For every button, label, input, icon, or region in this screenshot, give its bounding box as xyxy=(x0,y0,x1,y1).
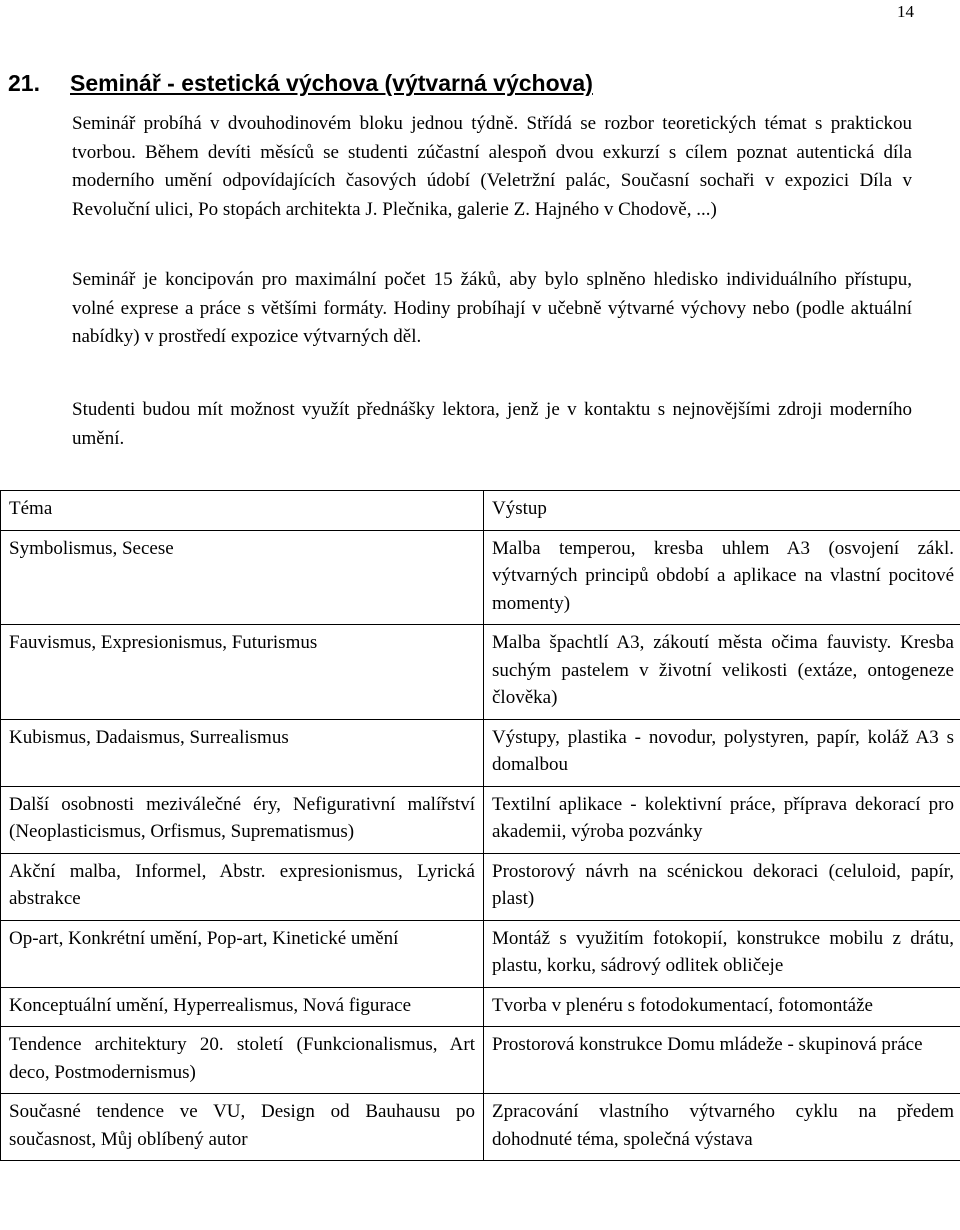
output-cell: Malba špachtlí A3, zákoutí města očima fauvisty. Kresba suchým pastelem v životní velikosti (extáze, ontogeneze člověka) xyxy=(484,625,960,720)
lecturer-paragraph: Studenti budou mít možnost využít přednášky lektora, jenž je v kontaktu s nejnovějšími zdroji moderního umění. xyxy=(72,399,912,449)
table-row xyxy=(1,625,960,720)
output-cell: Prostorová konstrukce Domu mládeže - skupinová práce xyxy=(484,1027,960,1094)
section-heading xyxy=(8,70,593,97)
topic-cell: Op-art, Konkrétní umění, Pop-art, Kinetické umění xyxy=(1,920,484,987)
output-cell: Textilní aplikace - kolektivní práce, příprava dekorací pro akademii, výroba pozvánky xyxy=(484,786,960,853)
table-row xyxy=(1,719,960,786)
topic-cell: Fauvismus, Expresionismus, Futurismus xyxy=(1,625,484,720)
topic-cell: Akční malba, Informel, Abstr. expresionismus, Lyrická abstrakce xyxy=(1,853,484,920)
topic-cell: Současné tendence ve VU, Design od Bauhausu po současnost, Můj oblíbený autor xyxy=(1,1094,484,1161)
topic-cell: Další osobnosti meziválečné éry, Nefigurativní malířství (Neoplasticismus, Orfismus, Suprematismus) xyxy=(1,786,484,853)
table-row xyxy=(1,1094,960,1161)
topic-cell: Konceptuální umění, Hyperrealismus, Nová figurace xyxy=(1,987,484,1027)
output-cell: Montáž s využitím fotokopií, konstrukce mobilu z drátu, plastu, korku, sádrový odlitek obličeje xyxy=(484,920,960,987)
table-row xyxy=(1,853,960,920)
intro-paragraph: Seminář probíhá v dvouhodinovém bloku jednou týdně. Střídá se rozbor teoretických témat s praktickou tvorbou. Během devíti měsíců se studenti zúčastní alespoň dvou exkurzí s cílem poznat autentická díla moderního umění odpovídajících časových údobí (Veletržní palác, Současní sochaři v expozici Díla v Revoluční ulici, Po stopách architekta J. Plečnika, galerie Z. Hajného v Chodově, ...) xyxy=(72,113,912,220)
output-cell: Zpracování vlastního výtvarného cyklu na předem dohodnuté téma, společná výstava xyxy=(484,1094,960,1161)
output-cell: Prostorový návrh na scénickou dekoraci (celuloid, papír, plast) xyxy=(484,853,960,920)
section-title: Seminář - estetická výchova (výtvarná výchova) xyxy=(70,70,593,96)
topic-cell: Tendence architektury 20. století (Funkcionalismus, Art deco, Postmodernismus) xyxy=(1,1027,484,1094)
table-header-row xyxy=(1,491,960,531)
output-cell: Tvorba v plenéru s fotodokumentací, fotomontáže xyxy=(484,987,960,1027)
table-row xyxy=(1,1027,960,1094)
header-output: Výstup xyxy=(484,491,960,531)
topics-table xyxy=(0,490,960,1161)
table-row xyxy=(1,920,960,987)
section-number: 21. xyxy=(8,70,40,96)
table-row xyxy=(1,786,960,853)
page-number: 14 xyxy=(897,2,914,21)
output-cell: Malba temperou, kresba uhlem A3 (osvojení zákl. výtvarných principů období a aplikace na vlastní pocitové momenty) xyxy=(484,530,960,625)
table-row xyxy=(1,987,960,1027)
output-cell: Výstupy, plastika - novodur, polystyren, papír, koláž A3 s domalbou xyxy=(484,719,960,786)
topic-cell: Kubismus, Dadaismus, Surrealismus xyxy=(1,719,484,786)
header-topic: Téma xyxy=(1,491,484,531)
table-row xyxy=(1,530,960,625)
topic-cell: Symbolismus, Secese xyxy=(1,530,484,625)
capacity-paragraph: Seminář je koncipován pro maximální počet 15 žáků, aby bylo splněno hledisko individuálního přístupu, volné exprese a práce s většími formáty. Hodiny probíhají v učebně výtvarné výchovy nebo (podle aktuální nabídky) v prostředí expozice výtvarných děl. xyxy=(72,269,912,347)
